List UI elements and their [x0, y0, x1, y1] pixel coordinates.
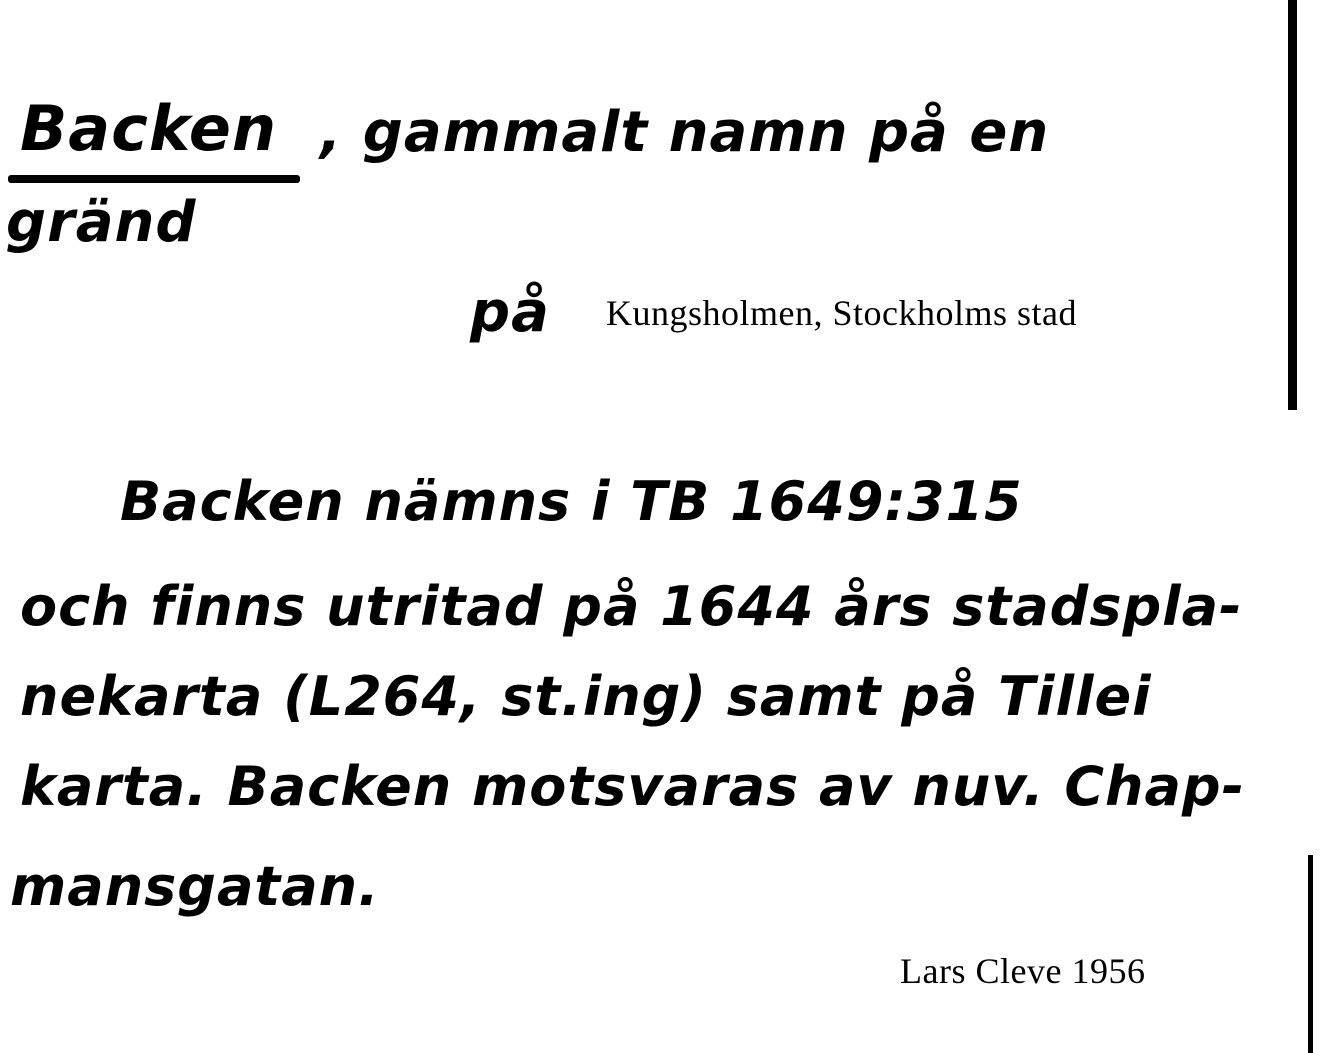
- body-line-3: nekarta (L264, st.ing) samt på Tillei: [20, 665, 1152, 728]
- body-line-5: mansgatan.: [10, 855, 380, 918]
- location-name: Kungsholmen, Stockholms stad: [606, 293, 1077, 333]
- body-line-1: Backen nämns i TB 1649:315: [120, 470, 1023, 533]
- headword: Backen: [20, 92, 278, 165]
- headword-underline: [8, 175, 300, 183]
- signature: Lars Cleve 1956: [900, 951, 1146, 991]
- card-edge-bottom: [1308, 855, 1313, 1053]
- headword-description-line2: gränd: [6, 190, 197, 255]
- headword-description: , gammalt namn på en: [320, 100, 1050, 165]
- body-line-2: och finns utritad på 1644 års stadspla-: [20, 575, 1243, 638]
- body-line-4: karta. Backen motsvaras av nuv. Chap-: [20, 755, 1245, 818]
- card-edge-top: [1288, 0, 1297, 410]
- location-preposition: på: [470, 280, 550, 345]
